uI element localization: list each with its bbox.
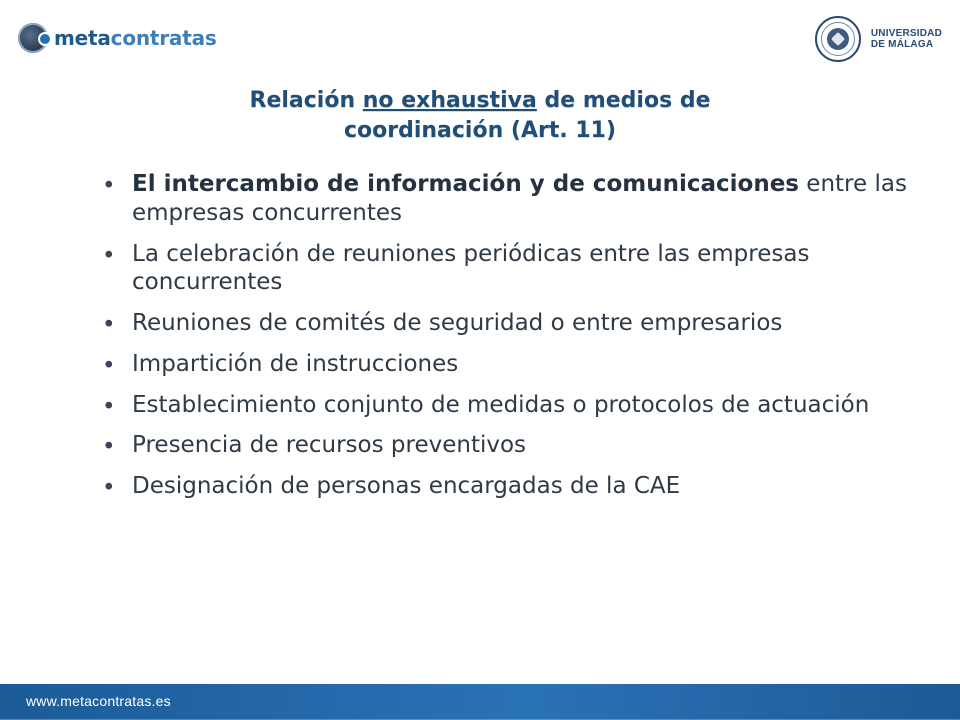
bullet-dot-icon: • [102,312,116,338]
universidad-malaga-logo [815,16,942,62]
bullet-item-6 [92,431,912,460]
bullet-dot-icon: • [102,352,116,379]
brand-suffix: contratas [110,26,217,50]
university-line-2: DE MÁLAGA [870,39,934,50]
brand-prefix: meta [54,26,111,50]
bullet-dot-icon: • [102,242,116,269]
bullet-7-text: Designación de personas encargadas de la CAE [132,473,681,499]
title-underlined-phrase: no exhaustiva [362,88,537,113]
metacontratas-logo [18,20,217,56]
bullet-item-3 [92,309,912,338]
bullet-list-container [92,170,912,513]
bullet-2-text: La celebración de reuniones periódicas entre las empresas concurrentes [132,240,810,296]
bullet-dot-icon: • [102,434,116,461]
metacontratas-wordmark [54,28,217,48]
metacontratas-logo-icon [18,23,48,53]
bullet-dot-icon: • [102,393,116,420]
bullet-5-text: Establecimiento conjunto de medidas o protocolos de actuación [132,391,870,418]
bullet-item-1 [92,170,912,228]
bullet-dot-icon: • [102,475,116,501]
bullet-item-7 [92,472,912,501]
university-name [871,28,942,51]
bullet-1-bold: El intercambio de información y de comunicaciones [132,171,799,197]
footer-bar [0,684,960,720]
bullet-item-4 [92,350,912,379]
bullet-3-text: Reuniones de comités de seguridad o entre empresarios [132,310,783,336]
slide-title [0,86,960,145]
title-line-2: coordinación (Art. 11) [343,117,617,143]
university-seal-icon [815,16,861,62]
bullet-list [92,170,912,501]
bullet-item-2 [92,240,912,298]
seal-emblem-icon [827,28,849,50]
bullet-4-text: Impartición de instrucciones [132,350,459,377]
footer-url: www.metacontratas.es [26,693,171,709]
bullet-dot-icon: • [102,173,116,199]
title-part-1: Relación [249,88,363,113]
bullet-item-5 [92,391,912,420]
bullet-1-rest: entre las empresas concurrentes [132,171,907,226]
bullet-6-text: Presencia de recursos preventivos [132,432,527,459]
university-line-1: UNIVERSIDAD [870,27,942,39]
title-part-2: de medios de [536,88,711,113]
title-line-1 [0,86,960,116]
